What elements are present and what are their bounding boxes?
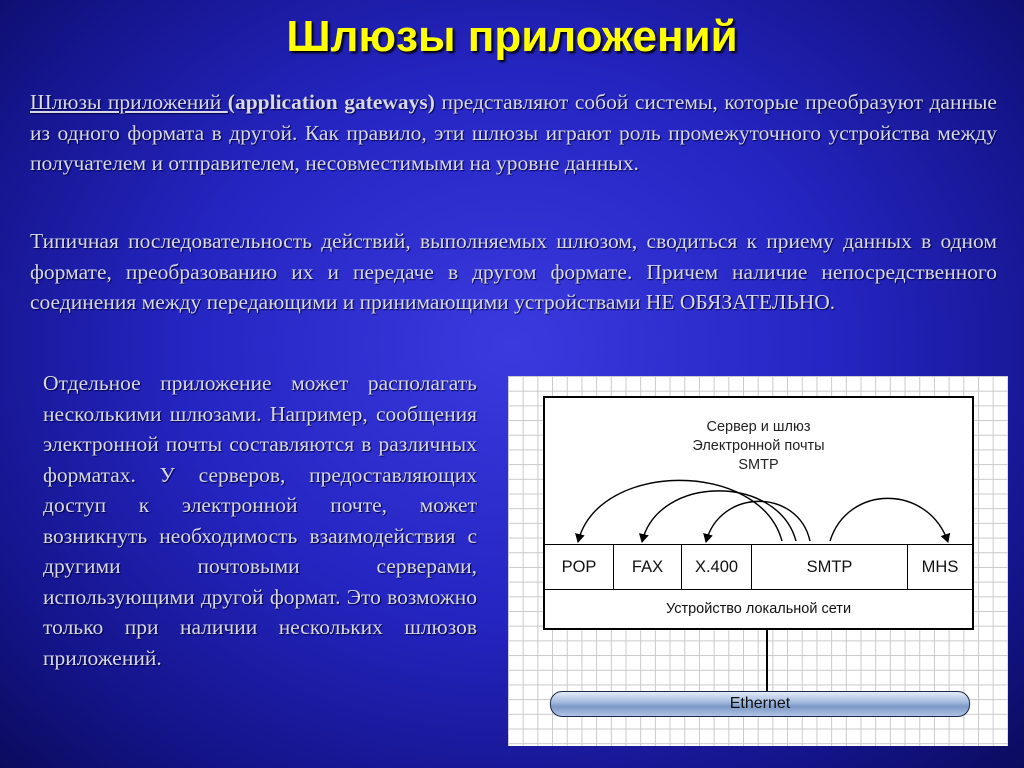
term-english: (application gateways)	[227, 90, 435, 114]
protocol-x400: X.400	[682, 545, 752, 589]
ethernet-bus: Ethernet	[550, 691, 970, 717]
example-paragraph: Отдельное приложение может располагать несколькими шлюзами. Например, сообщения электронной почты составляются в различных форматах. У серверов, предоставляющих доступ к электронной почте, может возникнуть необходимость взаимодействия с другими почтовыми серверами, использующими другой формат. Это возможно только при наличии нескольких шлюзов приложений.	[43, 371, 477, 670]
arrow-smtp-to-pop	[578, 480, 782, 542]
arrow-smtp-to-fax	[642, 491, 796, 542]
server-label-line: Сервер и шлюз	[706, 419, 811, 435]
definition-text: представляют собой системы, которые преобразуют данные из одного формата в другой. Как правило, эти шлюзы играют роль промежуточного устройства между получателем и отправителем, несовместимыми на уровне данных.	[30, 90, 997, 175]
protocol-pop: POP	[545, 545, 614, 589]
protocol-mhs: MHS	[921, 557, 959, 576]
server-label-line: SMTP	[738, 457, 779, 473]
arrow-smtp-to-mhs	[830, 498, 948, 542]
slide-title: Шлюзы приложений	[286, 12, 738, 61]
lan-device-label: Устройство локальной сети	[665, 601, 852, 617]
term-label: Шлюзы приложений	[30, 90, 228, 114]
server-label-line: Электронной почты	[692, 438, 825, 454]
protocol-fax: FAX	[614, 545, 682, 589]
sequence-paragraph: Типичная последовательность действий, выполняемых шлюзом, сводиться к приему данных в одном формате, преобразованию их и передаче в другом формате. Причем наличие непосредственного соединения между передающими и принимающими устройствами НЕ ОБЯЗАТЕЛЬНО.	[30, 229, 997, 314]
definition-paragraph	[30, 87, 997, 179]
gateway-diagram	[508, 376, 1008, 746]
network-link-line	[766, 630, 768, 692]
protocol-smtp: SMTP	[752, 545, 908, 589]
